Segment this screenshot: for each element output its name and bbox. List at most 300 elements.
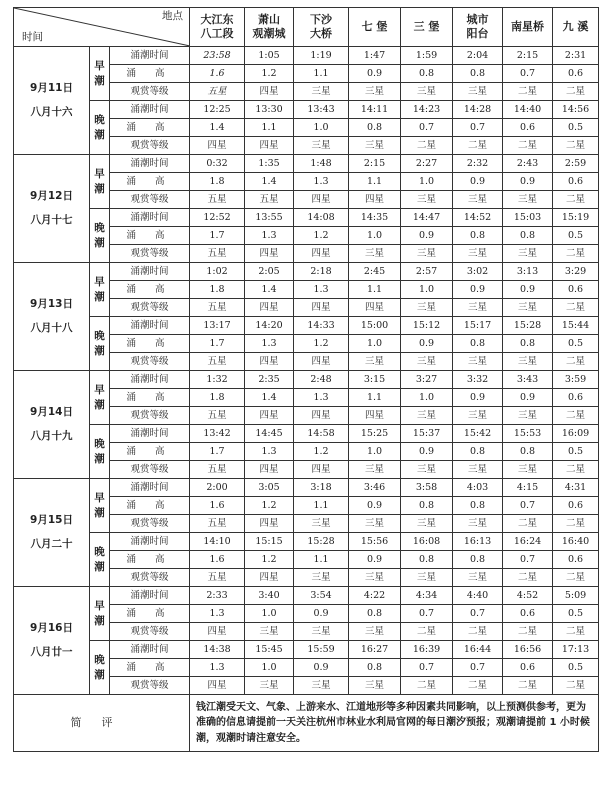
tide-height-cell: 1.0 <box>349 443 401 461</box>
table-row <box>14 317 599 335</box>
tide-grade-cell: 二星 <box>503 83 553 101</box>
morning-tide-label: 早 潮 <box>90 263 110 317</box>
tide-time-cell: 14:35 <box>349 209 401 227</box>
solar-date: 9月14日 <box>30 406 73 419</box>
tide-height-cell: 1.1 <box>294 65 349 83</box>
lunar-date: 八月廿一 <box>30 645 73 658</box>
tide-time-cell: 1:32 <box>190 371 245 389</box>
row-label: 观赏等级 <box>110 461 190 479</box>
lunar-date: 八月十七 <box>30 213 73 226</box>
location-header: 九 溪 <box>553 8 599 47</box>
tide-height-cell: 1.3 <box>245 335 294 353</box>
row-label: 涌潮时间 <box>110 425 190 443</box>
tide-grade-cell: 三星 <box>294 83 349 101</box>
lunar-date: 八月十六 <box>30 105 73 118</box>
tide-time-cell: 14:47 <box>401 209 453 227</box>
tide-height-cell: 0.7 <box>401 605 453 623</box>
tide-height-cell: 0.8 <box>453 65 503 83</box>
tide-height-cell: 1.2 <box>245 551 294 569</box>
tide-grade-cell: 二星 <box>503 623 553 641</box>
table-row <box>14 425 599 443</box>
location-header: 南星桥 <box>503 8 553 47</box>
tide-height-cell: 0.8 <box>401 497 453 515</box>
tide-grade-cell: 二星 <box>453 137 503 155</box>
tide-grade-cell: 三星 <box>401 407 453 425</box>
tide-grade-cell: 二星 <box>553 569 599 587</box>
tide-time-cell: 23:58 <box>190 47 245 65</box>
tide-time-cell: 15:15 <box>245 533 294 551</box>
row-label: 涌 高 <box>110 119 190 137</box>
tide-height-cell: 0.8 <box>453 551 503 569</box>
tide-grade-cell: 三星 <box>453 515 503 533</box>
tide-grade-cell: 五星 <box>190 461 245 479</box>
tide-height-cell: 1.1 <box>349 281 401 299</box>
tide-time-cell: 13:42 <box>190 425 245 443</box>
tide-grade-cell: 三星 <box>401 245 453 263</box>
tide-height-cell: 0.7 <box>503 497 553 515</box>
tide-grade-cell: 四星 <box>349 407 401 425</box>
tide-height-cell: 1.2 <box>245 497 294 515</box>
tide-height-cell: 0.5 <box>553 659 599 677</box>
tide-height-cell: 0.6 <box>553 389 599 407</box>
row-label: 涌潮时间 <box>110 587 190 605</box>
tide-time-cell: 16:09 <box>553 425 599 443</box>
tide-time-cell: 3:05 <box>245 479 294 497</box>
tide-height-cell: 0.9 <box>401 335 453 353</box>
tide-height-cell: 0.8 <box>349 659 401 677</box>
tide-grade-cell: 四星 <box>294 191 349 209</box>
solar-date: 9月13日 <box>30 298 73 311</box>
tide-time-cell: 14:52 <box>453 209 503 227</box>
row-label: 涌 高 <box>110 497 190 515</box>
tide-height-cell: 1.3 <box>294 173 349 191</box>
tide-time-cell: 2:04 <box>453 47 503 65</box>
tide-grade-cell: 三星 <box>503 245 553 263</box>
tide-height-cell: 0.9 <box>294 659 349 677</box>
row-label: 观赏等级 <box>110 83 190 101</box>
tide-time-cell: 15:17 <box>453 317 503 335</box>
time-axis-label: 时间 <box>22 30 43 43</box>
date-cell <box>14 263 90 371</box>
date-cell <box>14 47 90 155</box>
tide-time-cell: 0:32 <box>190 155 245 173</box>
tide-grade-cell: 二星 <box>453 623 503 641</box>
tide-height-cell: 1.1 <box>294 551 349 569</box>
location-header: 下沙 大桥 <box>294 8 349 47</box>
tide-time-cell: 2:35 <box>245 371 294 389</box>
tide-height-cell: 0.6 <box>503 605 553 623</box>
tide-height-cell: 1.7 <box>190 335 245 353</box>
tide-time-cell: 16:56 <box>503 641 553 659</box>
tide-grade-cell: 四星 <box>245 569 294 587</box>
tide-grade-cell: 二星 <box>553 353 599 371</box>
table-row <box>14 263 599 281</box>
tide-height-cell: 1.1 <box>349 389 401 407</box>
tide-height-cell: 1.3 <box>245 227 294 245</box>
tide-grade-cell: 三星 <box>349 353 401 371</box>
tide-grade-cell: 三星 <box>453 407 503 425</box>
tide-time-cell: 14:08 <box>294 209 349 227</box>
evening-tide-label: 晚 潮 <box>90 317 110 371</box>
row-label: 观赏等级 <box>110 569 190 587</box>
tide-height-cell: 0.7 <box>453 119 503 137</box>
location-axis-label: 地点 <box>162 10 184 22</box>
tide-time-cell: 14:11 <box>349 101 401 119</box>
table-row <box>14 155 599 173</box>
tide-time-cell: 4:22 <box>349 587 401 605</box>
tide-grade-cell: 四星 <box>294 407 349 425</box>
tide-time-cell: 3:27 <box>401 371 453 389</box>
tide-grade-cell: 四星 <box>294 461 349 479</box>
tide-time-cell: 12:25 <box>190 101 245 119</box>
table-row <box>14 47 599 65</box>
row-label: 观赏等级 <box>110 191 190 209</box>
row-label: 涌 高 <box>110 227 190 245</box>
tide-grade-cell: 三星 <box>294 677 349 695</box>
tide-height-cell: 1.6 <box>190 497 245 515</box>
tide-height-cell: 0.8 <box>349 605 401 623</box>
row-label: 涌 高 <box>110 551 190 569</box>
tide-time-cell: 15:56 <box>349 533 401 551</box>
row-label: 观赏等级 <box>110 137 190 155</box>
tide-height-cell: 0.6 <box>503 659 553 677</box>
tide-grade-cell: 三星 <box>453 461 503 479</box>
tide-time-cell: 3:15 <box>349 371 401 389</box>
morning-tide-label: 早 潮 <box>90 587 110 641</box>
tide-height-cell: 0.6 <box>553 551 599 569</box>
tide-height-cell: 1.8 <box>190 173 245 191</box>
tide-time-cell: 13:17 <box>190 317 245 335</box>
tide-time-cell: 3:40 <box>245 587 294 605</box>
tide-height-cell: 0.6 <box>553 173 599 191</box>
tide-height-cell: 0.8 <box>503 335 553 353</box>
tide-height-cell: 0.7 <box>401 659 453 677</box>
morning-tide-label: 早 潮 <box>90 371 110 425</box>
tide-time-cell: 4:34 <box>401 587 453 605</box>
tide-height-cell: 0.8 <box>349 119 401 137</box>
tide-time-cell: 16:44 <box>453 641 503 659</box>
tide-height-cell: 0.6 <box>553 65 599 83</box>
table-row <box>14 371 599 389</box>
tide-grade-cell: 三星 <box>503 191 553 209</box>
tide-grade-cell: 四星 <box>190 623 245 641</box>
tide-height-cell: 0.9 <box>294 605 349 623</box>
row-label: 涌 高 <box>110 335 190 353</box>
tide-time-cell: 15:28 <box>294 533 349 551</box>
tide-grade-cell: 四星 <box>245 245 294 263</box>
solar-date: 9月12日 <box>30 190 73 203</box>
tide-height-cell: 1.0 <box>401 173 453 191</box>
tide-time-cell: 2:32 <box>453 155 503 173</box>
row-label: 涌 高 <box>110 605 190 623</box>
tide-grade-cell: 三星 <box>401 83 453 101</box>
tide-time-cell: 4:40 <box>453 587 503 605</box>
tide-grade-cell: 二星 <box>503 515 553 533</box>
tide-height-cell: 0.6 <box>553 497 599 515</box>
tide-grade-cell: 二星 <box>503 137 553 155</box>
tide-height-cell: 1.6 <box>190 65 245 83</box>
tide-time-cell: 16:39 <box>401 641 453 659</box>
tide-grade-cell: 二星 <box>553 299 599 317</box>
tide-time-cell: 15:59 <box>294 641 349 659</box>
table-row <box>14 587 599 605</box>
tide-grade-cell: 二星 <box>553 677 599 695</box>
tide-height-cell: 0.9 <box>349 551 401 569</box>
tide-grade-cell: 三星 <box>349 137 401 155</box>
tide-height-cell: 0.8 <box>453 443 503 461</box>
tide-grade-cell: 四星 <box>294 353 349 371</box>
tide-forecast-table <box>13 7 599 752</box>
tide-time-cell: 2:05 <box>245 263 294 281</box>
evening-tide-label: 晚 潮 <box>90 209 110 263</box>
tide-time-cell: 14:38 <box>190 641 245 659</box>
lunar-date: 八月二十 <box>30 537 73 550</box>
tide-time-cell: 3:32 <box>453 371 503 389</box>
tide-time-cell: 14:40 <box>503 101 553 119</box>
table-row <box>14 479 599 497</box>
row-label: 涌潮时间 <box>110 371 190 389</box>
tide-grade-cell: 二星 <box>401 677 453 695</box>
solar-date: 9月11日 <box>30 82 73 95</box>
tide-time-cell: 2:48 <box>294 371 349 389</box>
tide-grade-cell: 二星 <box>553 83 599 101</box>
tide-height-cell: 0.9 <box>453 173 503 191</box>
tide-height-cell: 0.8 <box>453 335 503 353</box>
tide-grade-cell: 四星 <box>245 407 294 425</box>
remark-label: 简评 <box>14 695 190 752</box>
tide-height-cell: 0.8 <box>453 227 503 245</box>
tide-time-cell: 15:12 <box>401 317 453 335</box>
row-label: 观赏等级 <box>110 353 190 371</box>
tide-time-cell: 5:09 <box>553 587 599 605</box>
tide-grade-cell: 三星 <box>453 83 503 101</box>
tide-grade-cell: 三星 <box>349 515 401 533</box>
tide-height-cell: 1.3 <box>190 659 245 677</box>
tide-time-cell: 3:59 <box>553 371 599 389</box>
tide-time-cell: 3:13 <box>503 263 553 281</box>
tide-grade-cell: 五星 <box>190 245 245 263</box>
tide-grade-cell: 三星 <box>401 461 453 479</box>
tide-grade-cell: 三星 <box>294 623 349 641</box>
tide-table-container <box>13 7 598 752</box>
tide-height-cell: 0.8 <box>453 497 503 515</box>
tide-height-cell: 1.7 <box>190 227 245 245</box>
tide-height-cell: 1.8 <box>190 389 245 407</box>
tide-grade-cell: 二星 <box>503 569 553 587</box>
tide-height-cell: 0.9 <box>453 389 503 407</box>
tide-height-cell: 0.6 <box>503 119 553 137</box>
date-cell <box>14 587 90 695</box>
tide-time-cell: 16:40 <box>553 533 599 551</box>
tide-height-cell: 0.9 <box>401 227 453 245</box>
tide-time-cell: 3:29 <box>553 263 599 281</box>
tide-grade-cell: 三星 <box>503 353 553 371</box>
tide-grade-cell: 三星 <box>294 137 349 155</box>
date-cell <box>14 155 90 263</box>
tide-time-cell: 15:45 <box>245 641 294 659</box>
tide-height-cell: 0.7 <box>503 65 553 83</box>
tide-time-cell: 15:53 <box>503 425 553 443</box>
tide-height-cell: 0.9 <box>503 173 553 191</box>
tide-grade-cell: 五星 <box>190 569 245 587</box>
tide-grade-cell: 五星 <box>190 407 245 425</box>
tide-time-cell: 14:10 <box>190 533 245 551</box>
tide-height-cell: 1.1 <box>245 119 294 137</box>
tide-time-cell: 2:59 <box>553 155 599 173</box>
table-row <box>14 101 599 119</box>
tide-height-cell: 1.4 <box>245 389 294 407</box>
tide-height-cell: 1.3 <box>294 389 349 407</box>
tide-time-cell: 1:05 <box>245 47 294 65</box>
tide-grade-cell: 三星 <box>401 569 453 587</box>
tide-time-cell: 12:52 <box>190 209 245 227</box>
tide-height-cell: 1.2 <box>294 227 349 245</box>
tide-time-cell: 13:55 <box>245 209 294 227</box>
solar-date: 9月15日 <box>30 514 73 527</box>
tide-grade-cell: 四星 <box>245 515 294 533</box>
tide-height-cell: 1.0 <box>349 227 401 245</box>
morning-tide-label: 早 潮 <box>90 479 110 533</box>
tide-time-cell: 15:42 <box>453 425 503 443</box>
row-label: 涌潮时间 <box>110 479 190 497</box>
tide-grade-cell: 三星 <box>401 353 453 371</box>
tide-time-cell: 4:52 <box>503 587 553 605</box>
tide-grade-cell: 三星 <box>349 677 401 695</box>
row-label: 观赏等级 <box>110 245 190 263</box>
remark-text: 钱江潮受天文、气象、上游来水、江道地形等多种因素共同影响，以上预测供参考，更为准确的信息请提前一天关注杭州市林业水利局官网的每日潮汐预报；观潮请提前 1 小时候潮，观潮时请注意安全。 <box>190 695 599 752</box>
tide-grade-cell: 三星 <box>453 191 503 209</box>
row-label: 观赏等级 <box>110 515 190 533</box>
tide-height-cell: 0.9 <box>349 65 401 83</box>
tide-height-cell: 1.4 <box>245 173 294 191</box>
tide-time-cell: 2:57 <box>401 263 453 281</box>
tide-time-cell: 14:23 <box>401 101 453 119</box>
tide-grade-cell: 四星 <box>245 137 294 155</box>
location-header: 萧山 观潮城 <box>245 8 294 47</box>
tide-time-cell: 2:15 <box>503 47 553 65</box>
evening-tide-label: 晚 潮 <box>90 641 110 695</box>
tide-time-cell: 3:18 <box>294 479 349 497</box>
tide-grade-cell: 二星 <box>553 137 599 155</box>
tide-grade-cell: 二星 <box>401 137 453 155</box>
row-label: 涌潮时间 <box>110 641 190 659</box>
tide-time-cell: 15:28 <box>503 317 553 335</box>
tide-height-cell: 1.3 <box>245 443 294 461</box>
tide-height-cell: 0.6 <box>553 281 599 299</box>
tide-time-cell: 13:30 <box>245 101 294 119</box>
tide-grade-cell: 二星 <box>553 461 599 479</box>
tide-height-cell: 1.2 <box>294 335 349 353</box>
row-label: 观赏等级 <box>110 299 190 317</box>
row-label: 观赏等级 <box>110 677 190 695</box>
tide-height-cell: 0.9 <box>453 281 503 299</box>
table-row <box>14 209 599 227</box>
tide-time-cell: 14:20 <box>245 317 294 335</box>
tide-grade-cell: 三星 <box>401 299 453 317</box>
tide-grade-cell: 五星 <box>190 299 245 317</box>
tide-time-cell: 15:44 <box>553 317 599 335</box>
table-row <box>14 533 599 551</box>
tide-time-cell: 17:13 <box>553 641 599 659</box>
tide-time-cell: 15:25 <box>349 425 401 443</box>
tide-time-cell: 15:00 <box>349 317 401 335</box>
tide-height-cell: 0.9 <box>503 389 553 407</box>
tide-height-cell: 0.5 <box>553 443 599 461</box>
tide-time-cell: 1:47 <box>349 47 401 65</box>
remark-row <box>14 695 599 752</box>
tide-grade-cell: 二星 <box>553 515 599 533</box>
tide-time-cell: 16:13 <box>453 533 503 551</box>
tide-time-cell: 2:43 <box>503 155 553 173</box>
tide-height-cell: 0.7 <box>401 119 453 137</box>
tide-height-cell: 1.0 <box>245 659 294 677</box>
tide-time-cell: 2:45 <box>349 263 401 281</box>
tide-grade-cell: 三星 <box>401 515 453 533</box>
tide-grade-cell: 三星 <box>245 623 294 641</box>
row-label: 涌 高 <box>110 443 190 461</box>
tide-grade-cell: 四星 <box>294 299 349 317</box>
tide-time-cell: 14:45 <box>245 425 294 443</box>
tide-grade-cell: 二星 <box>453 677 503 695</box>
tide-grade-cell: 三星 <box>349 83 401 101</box>
row-label: 涌潮时间 <box>110 209 190 227</box>
tide-grade-cell: 二星 <box>553 191 599 209</box>
tide-grade-cell: 四星 <box>245 299 294 317</box>
tide-time-cell: 1:59 <box>401 47 453 65</box>
tide-height-cell: 0.9 <box>503 281 553 299</box>
tide-grade-cell: 五星 <box>245 191 294 209</box>
tide-time-cell: 2:18 <box>294 263 349 281</box>
row-label: 观赏等级 <box>110 623 190 641</box>
tide-height-cell: 0.7 <box>453 659 503 677</box>
tide-grade-cell: 五星 <box>190 353 245 371</box>
row-label: 涌潮时间 <box>110 533 190 551</box>
row-label: 涌潮时间 <box>110 317 190 335</box>
tide-height-cell: 1.6 <box>190 551 245 569</box>
tide-grade-cell: 四星 <box>245 353 294 371</box>
tide-time-cell: 13:43 <box>294 101 349 119</box>
tide-height-cell: 1.0 <box>349 335 401 353</box>
tide-time-cell: 16:27 <box>349 641 401 659</box>
tide-grade-cell: 三星 <box>503 407 553 425</box>
row-label: 涌潮时间 <box>110 47 190 65</box>
tide-grade-cell: 三星 <box>349 461 401 479</box>
tide-time-cell: 1:48 <box>294 155 349 173</box>
location-header: 七 堡 <box>349 8 401 47</box>
tide-height-cell: 0.5 <box>553 335 599 353</box>
tide-height-cell: 0.9 <box>349 497 401 515</box>
tide-time-cell: 14:33 <box>294 317 349 335</box>
tide-grade-cell: 三星 <box>294 569 349 587</box>
tide-height-cell: 1.2 <box>294 443 349 461</box>
evening-tide-label: 晚 潮 <box>90 425 110 479</box>
row-label: 涌 高 <box>110 65 190 83</box>
location-header: 大江东 八工段 <box>190 8 245 47</box>
tide-time-cell: 2:33 <box>190 587 245 605</box>
tide-height-cell: 1.8 <box>190 281 245 299</box>
tide-time-cell: 14:56 <box>553 101 599 119</box>
header-row <box>14 8 599 47</box>
tide-height-cell: 0.5 <box>553 119 599 137</box>
row-label: 涌潮时间 <box>110 263 190 281</box>
morning-tide-label: 早 潮 <box>90 155 110 209</box>
tide-height-cell: 0.5 <box>553 227 599 245</box>
solar-date: 9月16日 <box>30 622 73 635</box>
tide-grade-cell: 四星 <box>349 191 401 209</box>
tide-time-cell: 1:35 <box>245 155 294 173</box>
tide-height-cell: 1.7 <box>190 443 245 461</box>
tide-height-cell: 0.8 <box>401 65 453 83</box>
